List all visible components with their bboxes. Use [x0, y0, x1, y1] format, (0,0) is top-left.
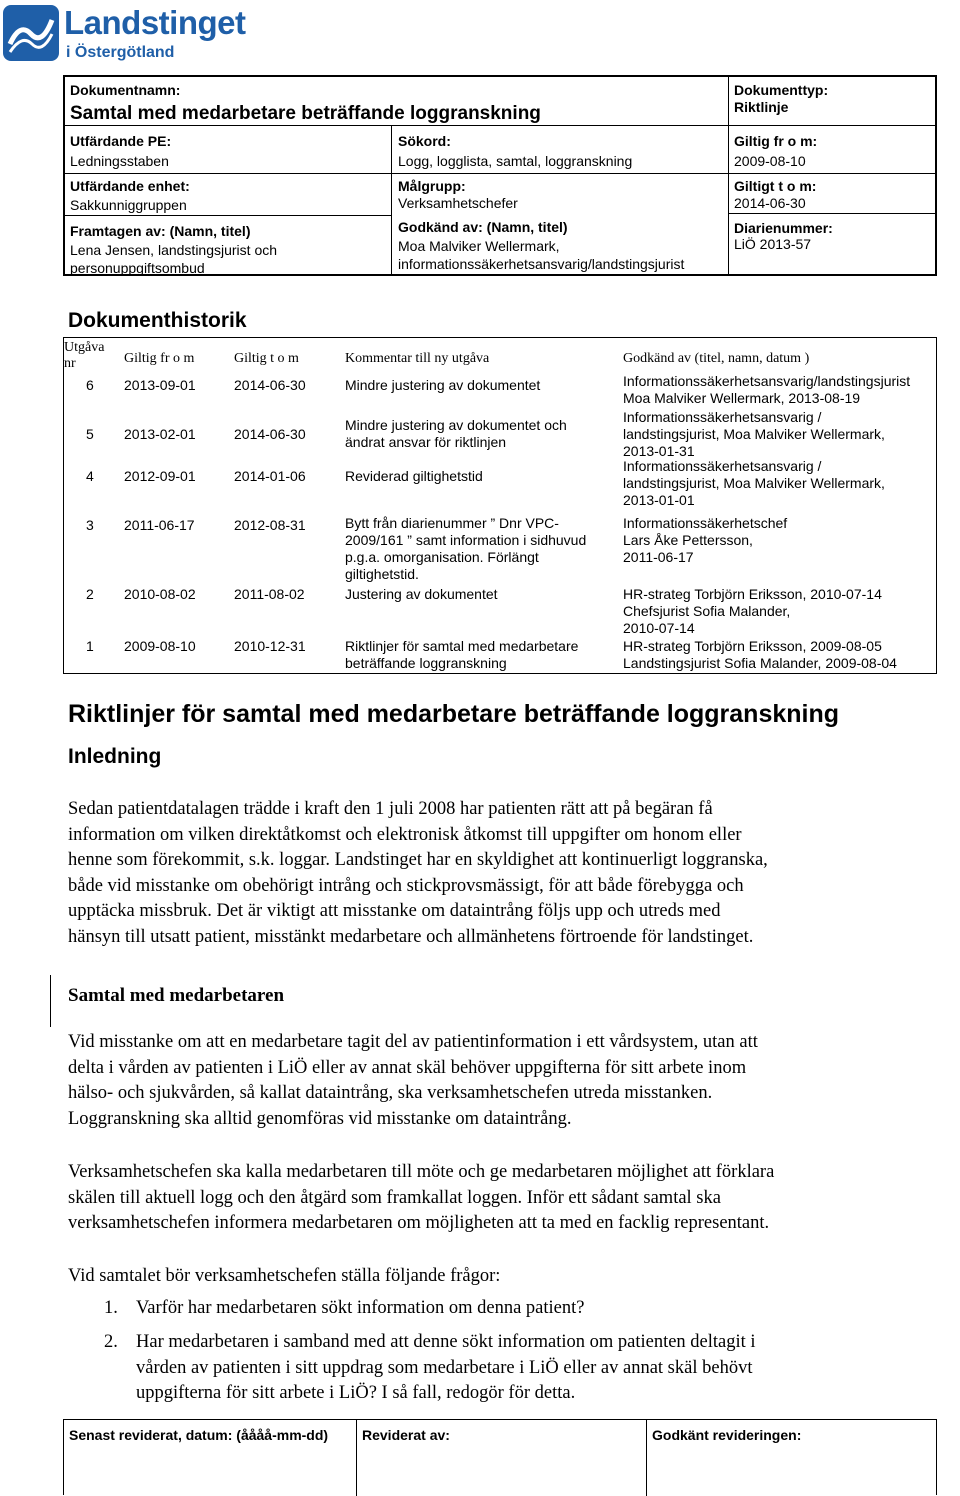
history-cell-comment	[345, 586, 498, 603]
diary-number: LiÖ 2013-57	[734, 236, 812, 252]
intro-paragraph	[68, 797, 768, 950]
history-cell-approved	[623, 409, 885, 460]
text-line: skälen till aktuell logg och den åtgärd som framkallat loggen. Inför ett sådant samtal ska	[68, 1187, 721, 1208]
history-cell-line: 2011-08-02	[234, 586, 305, 602]
divider	[65, 215, 391, 216]
history-cell-comment	[345, 515, 586, 583]
question-1-number: 1.	[104, 1298, 118, 1318]
revised-date-label: Senast reviderat, datum: (åååå-mm-dd)	[69, 1427, 329, 1443]
history-cell-line: landstingsjurist, Moa Malviker Wellermark,	[623, 475, 885, 491]
history-cell-line: Justering av dokumentet	[345, 586, 498, 602]
question-2-number: 2.	[104, 1332, 118, 1352]
document-header	[63, 75, 937, 276]
history-cell-approved	[623, 586, 882, 637]
history-cell-comment	[345, 417, 567, 451]
intro-heading: Inledning	[68, 745, 162, 768]
valid-from: 2009-08-10	[734, 153, 806, 169]
text-line: Verksamhetschefen ska kalla medarbetaren till möte och ge medarbetaren möjlighet att förklara	[68, 1162, 775, 1182]
history-cell-from	[124, 468, 196, 485]
valid-to-label: Giltigt t o m:	[734, 178, 817, 194]
target-label: Målgrupp:	[398, 178, 466, 194]
col-header-to: Giltig t o m	[234, 351, 299, 366]
question-2	[136, 1330, 756, 1407]
questions-intro: Vid samtalet bör verksamhetschefen ställa följande frågor:	[68, 1266, 501, 1286]
history-cell-line: 2010-12-31	[234, 638, 306, 654]
history-cell-from	[124, 377, 196, 394]
text-line: hälso- och sjukvården, så kallat dataintrång, ska verksamhetschefen utreda misstanken.	[68, 1083, 713, 1103]
history-cell-line: 2010-07-14	[623, 620, 695, 636]
landstinget-logo	[0, 0, 270, 70]
paragraph-2	[68, 1030, 758, 1132]
issuer-pe-label: Utfärdande PE:	[70, 133, 172, 149]
logo-name: Landstinget	[64, 4, 246, 41]
paragraph-3	[68, 1160, 774, 1237]
history-cell-nr	[86, 468, 94, 485]
history-cell-line: beträffande loggranskning	[345, 655, 507, 671]
history-cell-to	[234, 377, 306, 394]
keywords: Logg, logglista, samtal, loggranskning	[398, 153, 633, 169]
history-cell-approved	[623, 458, 885, 509]
divider	[646, 1420, 647, 1496]
history-cell-line: 4	[86, 468, 94, 484]
history-cell-approved	[623, 515, 787, 566]
history-cell-line: 1	[86, 638, 94, 654]
history-cell-line: 2010-08-02	[124, 586, 196, 602]
history-cell-line: p.g.a. omorganisation. Förlängt	[345, 549, 539, 565]
history-cell-line: 6	[86, 377, 94, 393]
text-line: information om vilken direktåtkomst och elektronisk åtkomst till uppgifter om honom eller	[68, 824, 742, 845]
history-cell-line: Lars Åke Pettersson,	[623, 532, 753, 548]
doc-type: Riktlinje	[734, 99, 789, 115]
divider	[728, 213, 936, 214]
issuer-unit: Sakkunniggruppen	[70, 197, 187, 213]
history-cell-line: 2012-09-01	[124, 468, 196, 484]
text-line: Sedan patientdatalagen trädde i kraft den 1 juli 2008 har patienten rätt att på begäran få	[68, 799, 713, 819]
prepared-label: Framtagen av: (Namn, titel)	[70, 223, 251, 239]
history-cell-comment	[345, 638, 578, 672]
history-cell-to	[234, 638, 306, 655]
text-line: verksamhetschefen informera medarbetaren om möjligheten att ta med en facklig representant.	[68, 1213, 770, 1233]
question-1: Varför har medarbetaren sökt information om denna patient?	[136, 1298, 585, 1318]
text-line: hänsyn till utsatt patient, misstänkt medarbetare och allmänhetens förtroende för landstinget.	[68, 926, 754, 947]
issuer-unit-label: Utfärdande enhet:	[70, 178, 190, 194]
text-line: både vid misstanke om obehörigt intrång och stickprovsmässigt, för att både förebygga och	[68, 875, 744, 896]
issuer-pe: Ledningsstaben	[70, 153, 169, 169]
approved-line-2: informationssäkerhetsansvarig/landstingsjurist	[398, 256, 685, 272]
history-cell-line: ändrat ansvar för riktlinjen	[345, 434, 507, 450]
history-cell-line: 2013-02-01	[124, 426, 196, 442]
prepared-line-1: Lena Jensen, landstingsjurist och	[70, 242, 278, 258]
history-cell-line: HR-strateg Torbjörn Eriksson, 2010-07-14	[623, 586, 882, 602]
history-cell-line: 2009/161 ” samt information i sidhuvud	[345, 532, 587, 548]
history-cell-line: Informationssäkerhetsansvarig/landstingsjurist	[623, 373, 911, 389]
col-header-edition-line: nr	[64, 356, 76, 371]
history-cell-line: 2014-01-06	[234, 468, 306, 484]
approved-revision-label: Godkänt revideringen:	[652, 1427, 802, 1443]
history-cell-to	[234, 517, 306, 534]
history-cell-line: Mindre justering av dokumentet och	[345, 417, 567, 433]
history-cell-line: 2014-06-30	[234, 377, 306, 393]
history-cell-from	[124, 517, 195, 534]
revision-footer	[63, 1419, 937, 1495]
col-header-approved: Godkänd av (titel, namn, datum )	[623, 351, 810, 366]
history-cell-line: 2009-08-10	[124, 638, 196, 654]
history-cell-to	[234, 468, 306, 485]
history-cell-line: 2013-09-01	[124, 377, 196, 393]
history-cell-nr	[86, 377, 94, 394]
history-cell-line: landstingsjurist, Moa Malviker Wellermark,	[623, 426, 885, 442]
doc-type-label: Dokumenttyp:	[734, 82, 829, 98]
history-cell-comment	[345, 377, 540, 394]
logo-emblem-icon	[2, 4, 60, 62]
history-table	[63, 337, 937, 674]
text-line: henne som förekommit, s.k. loggar. Landstinget har en skyldighet att kontinuerligt loggranska,	[68, 850, 768, 870]
history-cell-line: giltighetstid.	[345, 566, 419, 582]
history-cell-line: 2014-06-30	[234, 426, 306, 442]
history-cell-nr	[86, 638, 94, 655]
history-cell-line: 2012-08-31	[234, 517, 306, 533]
text-line: uppgifterna för sitt arbete i LiÖ? I så fall, redogör för detta.	[136, 1383, 576, 1403]
history-cell-nr	[86, 586, 94, 603]
change-bar	[50, 975, 51, 1027]
history-cell-line: Informationssäkerhetsansvarig /	[623, 409, 822, 425]
history-cell-line: 2011-06-17	[124, 517, 195, 533]
history-cell-line: 2013-01-01	[623, 492, 695, 508]
divider	[65, 173, 936, 174]
history-cell-line: Reviderad giltighetstid	[345, 468, 483, 484]
history-cell-from	[124, 426, 196, 443]
history-cell-line: Moa Malviker Wellermark, 2013-08-19	[623, 390, 861, 406]
text-line: upptäcka missbruk. Det är viktigt att misstanke om dataintrång följs upp och utreds med	[68, 901, 721, 921]
main-title: Riktlinjer för samtal med medarbetare beträffande loggranskning	[68, 700, 840, 728]
history-cell-from	[124, 586, 196, 603]
col-header-edition	[64, 340, 104, 372]
valid-from-label: Giltig fr o m:	[734, 133, 818, 149]
history-cell-nr	[86, 517, 94, 534]
text-line: Har medarbetaren i samband med att denne sökt information om patienten deltagit i	[136, 1332, 756, 1352]
doc-name-label: Dokumentnamn:	[70, 82, 181, 98]
text-line: Loggranskning ska alltid genomföras vid misstanke om dataintrång.	[68, 1108, 572, 1129]
history-cell-line: Bytt från diarienummer ” Dnr VPC-	[345, 515, 559, 531]
history-cell-to	[234, 586, 305, 603]
history-cell-approved	[623, 373, 910, 407]
divider	[65, 125, 936, 126]
history-cell-approved	[623, 638, 897, 672]
history-cell-line: HR-strateg Torbjörn Eriksson, 2009-08-05	[623, 638, 882, 654]
divider	[356, 1420, 357, 1496]
col-header-comment: Kommentar till ny utgåva	[345, 351, 490, 366]
history-cell-line: 2	[86, 586, 94, 602]
history-cell-line: Landstingsjurist Sofia Malander, 2009-08-04	[623, 655, 897, 671]
logo-subtitle: i Östergötland	[66, 44, 175, 61]
approved-label: Godkänd av: (Namn, titel)	[398, 219, 568, 235]
doc-name: Samtal med medarbetare beträffande loggranskning	[70, 103, 541, 124]
valid-to: 2014-06-30	[734, 195, 806, 211]
col-header-edition-line: Utgåva	[64, 340, 105, 355]
history-cell-line: Mindre justering av dokumentet	[345, 377, 541, 393]
revised-by-label: Reviderat av:	[362, 1427, 450, 1443]
history-cell-line: Riktlinjer för samtal med medarbetare	[345, 638, 579, 654]
history-cell-line: 5	[86, 426, 94, 442]
prepared-line-2: personuppgiftsombud	[70, 260, 205, 276]
history-cell-nr	[86, 426, 94, 443]
history-cell-line: Informationssäkerhetschef	[623, 515, 788, 531]
history-cell-line: 2011-06-17	[623, 549, 694, 565]
text-line: Vid misstanke om att en medarbetare tagit del av patientinformation i ett vårdsystem, utan att	[68, 1032, 758, 1052]
section-heading: Samtal med medarbetaren	[68, 985, 285, 1006]
history-cell-line: Chefsjurist Sofia Malander,	[623, 603, 791, 619]
divider	[728, 77, 729, 275]
divider	[391, 125, 392, 275]
col-header-from: Giltig fr o m	[124, 351, 195, 366]
history-cell-to	[234, 426, 306, 443]
diary-label: Diarienummer:	[734, 220, 833, 236]
approved-line-1: Moa Malviker Wellermark,	[398, 238, 560, 254]
history-cell-line: 2013-01-31	[623, 443, 695, 459]
target: Verksamhetschefer	[398, 195, 518, 211]
keywords-label: Sökord:	[398, 133, 451, 149]
history-title: Dokumenthistorik	[68, 309, 247, 332]
text-line: vården av patienten i sitt uppdrag som medarbetare i LiÖ eller av annat skäl behövt	[136, 1357, 753, 1378]
history-cell-comment	[345, 468, 483, 485]
history-cell-line: Informationssäkerhetsansvarig /	[623, 458, 822, 474]
history-cell-line: 3	[86, 517, 94, 533]
text-line: delta i vården av patienten i LiÖ eller av annat skäl behöver uppgifterna för sitt arbete inom	[68, 1057, 747, 1078]
history-cell-from	[124, 638, 196, 655]
